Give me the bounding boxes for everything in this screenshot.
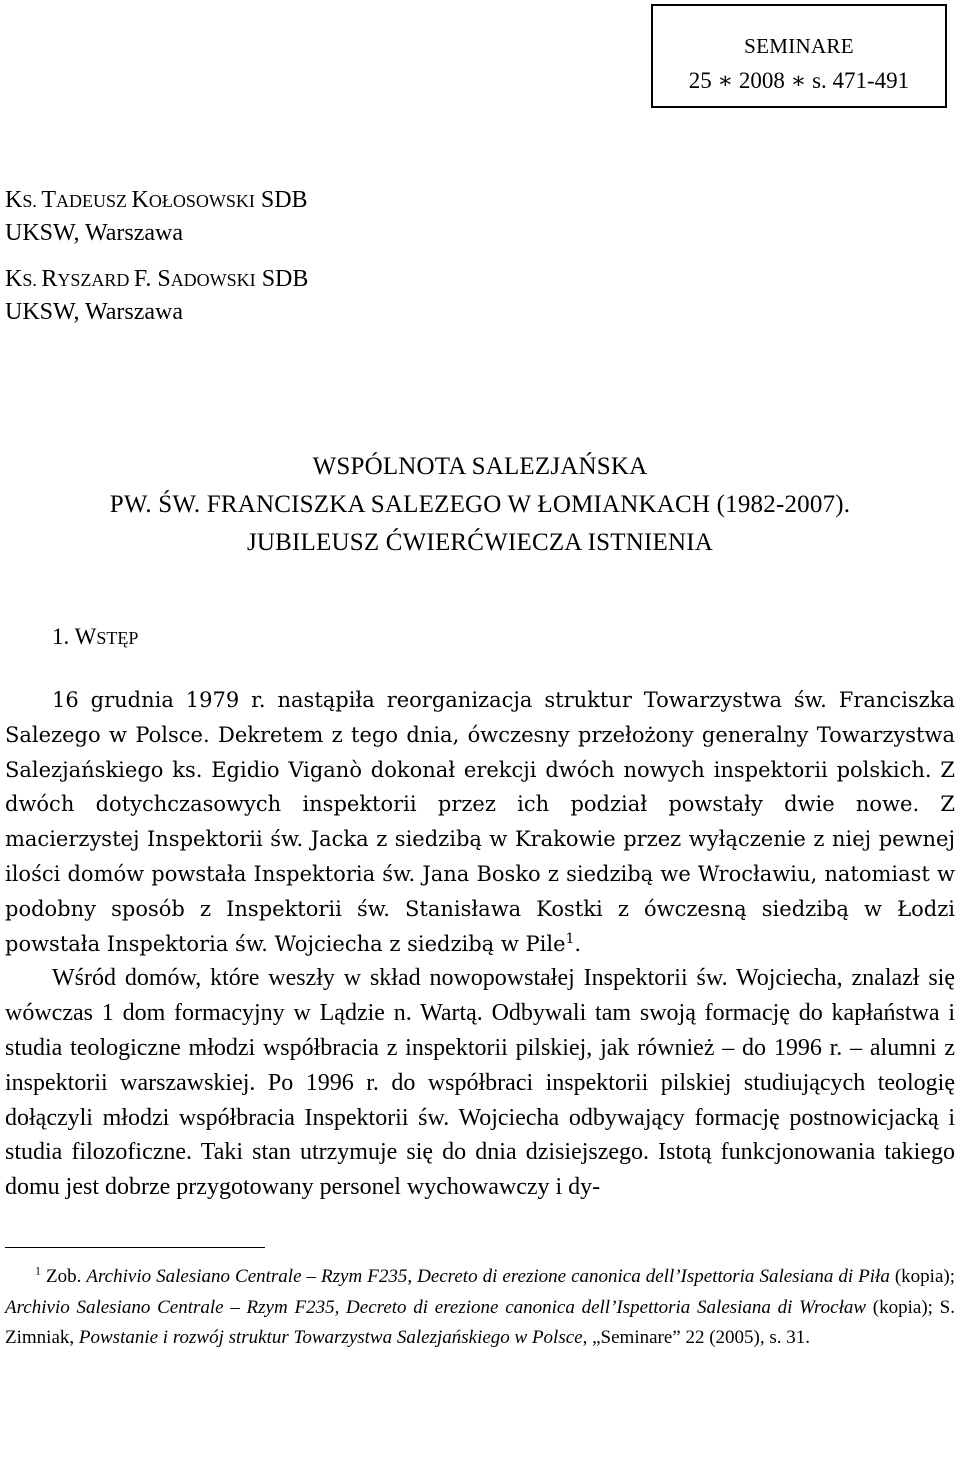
footnote: $^1$ Zob. Archivio Salesiano Centrale – Rzym F235, Decreto di erezione canonica dell’Ispettoria Salesiana di Piła (kopia); Archivio Salesiano Centrale – Rzym F235, Decreto di erezione canonica dell’Ispettoria Salesiana di Wrocław (kopia); S. Zimniak, Powstanie i rozwój struktur Towarzystwa Salezjańskiego w Polsce, „Seminare” 22 (2005), s. 31. (5, 1263, 955, 1348)
footnote-reference: 1 (565, 930, 575, 947)
journal-issue: 25 ∗ 2008 ∗ s. 471-491 (688, 68, 910, 93)
footnote-divider (5, 1247, 265, 1248)
title-line: WSPÓLNOTA SALEZJAŃSKA (312, 453, 648, 480)
author-name: KS. TADEUSZ KOŁOSOWSKI SDB (5, 187, 308, 213)
footnote-number: 1 (35, 1263, 41, 1278)
journal-name: SEMINARE (744, 34, 854, 58)
paragraph: 16 grudnia 1979 r. nastąpiła reorganizacja struktur Towarzystwa św. Franciszka Salezego w Polsce. Dekretem z tego dnia, ówczesny przełożony generalny Towarzystwa Salezjańskiego ks. Egidio Viganò dokonał erekcji dwóch nowych inspektorii polskich. Z dwóch dotychczasowych inspektorii przez ich podział powstały dwie nowe. Z macierzystej Inspektorii św. Jacka z siedzibą w Krakowie przez wyłączenie z niej pewnej ilości domów powstała Inspektoria św. Jana Bosko z siedzibą we Wrocławiu, natomiast w podobny sposób z Inspektorii św. Stanisława Kostki z ówczesną siedzibą w Łodzi powstała Inspektoria św. Wojciecha z siedzibą w Pile$^1$. (5, 688, 955, 956)
section-heading: 1. WSTĘP (52, 624, 139, 649)
author-affiliation: UKSW, Warszawa (5, 220, 184, 246)
author-name: KS. RYSZARD F. SADOWSKI SDB (5, 266, 309, 292)
journal-header-box (651, 4, 947, 108)
title-line: PW. ŚW. FRANCISZKA SALEZEGO W ŁOMIANKACH (1982-2007). (109, 491, 851, 518)
author-affiliation: UKSW, Warszawa (5, 299, 184, 325)
paragraph: Wśród domów, które weszły w skład nowopowstałej Inspektorii św. Wojciecha, znalazł się wówczas 1 dom formacyjny w Lądzie n. Wartą. Odbywali tam swoją formację do kapłaństwa i studia teologiczne młodzi współbracia z inspektorii pilskiej, jak również – do 1996 r. – alumni z inspektorii warszawskiej. Po 1996 r. do współbraci inspektorii pilskiej studiujących teologię dołączyli młodzi współbracia Inspektorii św. Wojciecha odbywający formację postnowicjacką i studia filozoficzne. Taki stan utrzymuje się do dnia dzisiejszego. Istotą funkcjonowania takiego domu jest dobrze przygotowany personel wychowawczy i dy- (5, 965, 955, 1201)
body-text (5, 683, 955, 1205)
article-title (0, 448, 960, 562)
title-line: JUBILEUSZ ĆWIERĆWIECZA ISTNIENIA (246, 529, 714, 556)
authors-block (5, 184, 308, 342)
